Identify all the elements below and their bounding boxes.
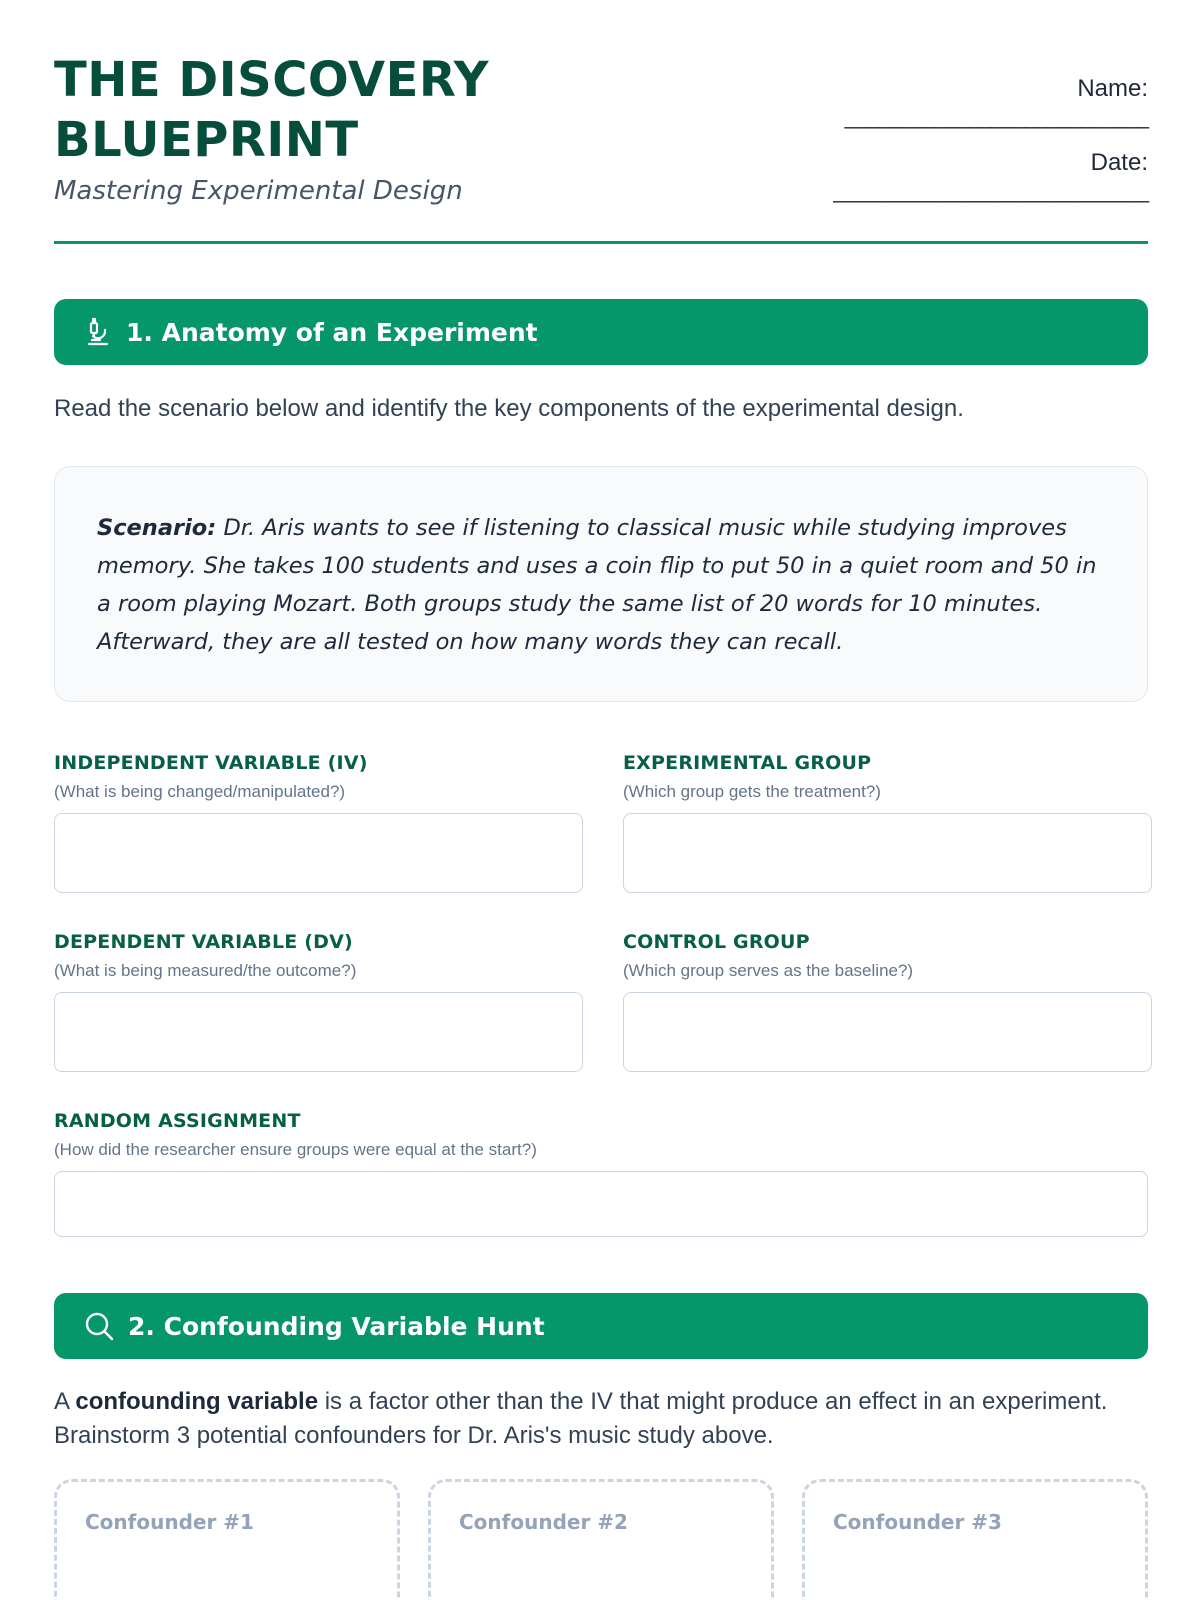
random-assignment-label: RANDOM ASSIGNMENT [54, 1110, 301, 1132]
dv-label: DEPENDENT VARIABLE (DV) [54, 931, 353, 953]
experimental-group-field [623, 752, 1152, 893]
scenario-text: Dr. Aris wants to see if listening to classical music while studying improves memory. She takes 100 students and uses a coin flip to put 50 in a quiet room and 50 in a room playing Mozart. Both groups study the same list of 20 words for 10 minutes. Afterward, they are all tested on how many words they can recall. [97, 515, 1097, 655]
scenario-lead: Scenario: [97, 515, 217, 541]
experimental-group-hint: (Which group gets the treatment?) [623, 782, 881, 801]
name-field[interactable]: ___________________________ [844, 104, 1148, 129]
name-label: Name: [1077, 75, 1148, 102]
page-title-line-1: THE DISCOVERY [54, 52, 489, 108]
section-2-title: 2. Confounding Variable Hunt [128, 1311, 545, 1341]
page-subtitle: Mastering Experimental Design [54, 176, 463, 206]
search-icon [84, 1311, 114, 1341]
section-2-intro-prefix: A [54, 1388, 76, 1415]
date-row [833, 149, 1148, 223]
random-assignment-field [54, 1110, 1148, 1237]
section-2-header [54, 1293, 1148, 1359]
name-row [833, 75, 1148, 149]
random-assignment-input[interactable] [54, 1171, 1148, 1237]
dv-hint: (What is being measured/the outcome?) [54, 961, 357, 980]
section-1-header [54, 299, 1148, 365]
section-2-intro-suffix: is a factor other than the IV that might produce an effect in an experiment. Brainstorm 3 potential confounders for Dr. Aris's music study above. [54, 1388, 1108, 1449]
worksheet-header [54, 50, 1148, 244]
iv-field [54, 752, 583, 893]
section-2-intro-term: confounding variable [75, 1388, 319, 1415]
section-1-intro: Read the scenario below and identify the key components of the experimental design. [54, 395, 964, 422]
page-title-line-2: BLUEPRINT [54, 112, 359, 168]
dv-field [54, 931, 583, 1072]
experimental-group-input[interactable] [623, 813, 1152, 893]
confounder-card-1[interactable]: Confounder #1 [54, 1479, 400, 1600]
control-group-input[interactable] [623, 992, 1152, 1072]
iv-input[interactable] [54, 813, 583, 893]
date-field[interactable]: ____________________________ [833, 178, 1148, 203]
random-assignment-hint: (How did the researcher ensure groups were equal at the start?) [54, 1140, 537, 1159]
confounder-card-2[interactable]: Confounder #2 [428, 1479, 774, 1600]
page-title [54, 50, 694, 170]
experimental-group-label: EXPERIMENTAL GROUP [623, 752, 872, 774]
student-info [833, 75, 1148, 223]
section-2-intro [54, 1385, 1148, 1453]
control-group-hint: (Which group serves as the baseline?) [623, 961, 914, 980]
confounder-card-3[interactable]: Confounder #3 [802, 1479, 1148, 1600]
confounder-grid [54, 1479, 1148, 1600]
iv-label: INDEPENDENT VARIABLE (IV) [54, 752, 368, 774]
dv-input[interactable] [54, 992, 583, 1072]
iv-hint: (What is being changed/manipulated?) [54, 782, 346, 801]
section-1-title: 1. Anatomy of an Experiment [126, 317, 538, 347]
control-group-field [623, 931, 1152, 1072]
control-group-label: CONTROL GROUP [623, 931, 810, 953]
date-label: Date: [1090, 149, 1148, 176]
microscope-icon [84, 317, 112, 347]
scenario-box [54, 466, 1148, 702]
